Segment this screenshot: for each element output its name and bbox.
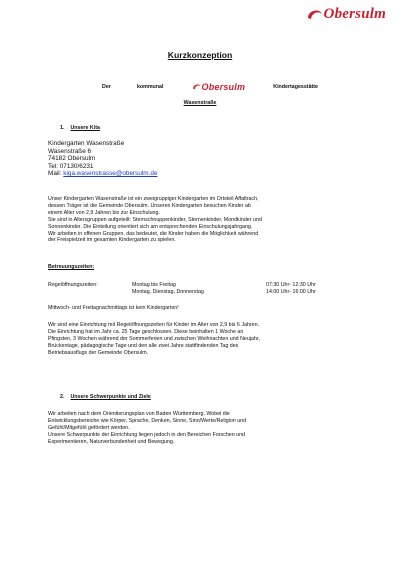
opening-hours bbox=[48, 282, 358, 296]
obersulm-logo bbox=[306, 6, 386, 23]
page-title: Kurzkonzeption bbox=[167, 50, 233, 60]
address-line: Kindergarten Wasenstraße bbox=[48, 140, 125, 147]
subtitle-row bbox=[102, 82, 318, 92]
subtitle-kita: Kindertagesstätte bbox=[273, 84, 318, 90]
hours-row: Montag, Dienstag, Donnerstag 14:00 Uhr- 16:00 Uhr bbox=[132, 288, 316, 295]
address-line: Wasenstraße 6 bbox=[48, 147, 92, 155]
section-2-heading: 2. Unsere Schwerpunkte und Ziele bbox=[60, 394, 151, 400]
mail-link[interactable]: kiga.wasenstrasse@obersulm.de bbox=[63, 170, 158, 178]
closing-days-text: Wir sind eine Einrichtung mit Regelöffnungszeiten für Kinder im Alter von 2,9 bis 6 Jahren. Die Einrichtung hat im Jahr ca. 25 Tage geschlossen. Diese beinhalten 1 Woche an Pfingsten, 3 Wochen während der Sommerferien und zwischen Weihnachten und Neujahr, Brückentage, pädagogische Tage und den alle zwei Jahre stattfindenden Tag des Betriebsausflugs der Gemeinde Obersulm. bbox=[48, 322, 260, 356]
section-1-heading: 1. Unsere Kita bbox=[60, 125, 100, 131]
address-line: 74182 Obersulm bbox=[48, 155, 96, 163]
inline-obersulm-logo bbox=[192, 82, 246, 92]
swoosh-icon bbox=[306, 8, 324, 22]
inline-logo-wordmark: Obersulm bbox=[201, 82, 246, 92]
swoosh-icon bbox=[192, 83, 202, 91]
logo-wordmark: Obersulm bbox=[323, 6, 386, 22]
hours-row: Regelöffnungszeiten: Montag bis Freitag 07:30 Uhr- 12:30 Uhr bbox=[48, 282, 316, 288]
mail-line: Mail: kiga.wasenstrasse@obersulm.de bbox=[48, 170, 158, 178]
street-subtitle: Wasenstraße bbox=[183, 100, 217, 106]
afternoon-note: Mittwoch- und Freitagnachmittags ist kein Kindergarten! bbox=[48, 305, 179, 311]
subtitle-kommunal: kommunal bbox=[136, 84, 164, 90]
kita-intro: Unser Kindergarten Wasenstraße ist ein zweigruppiger Kindergarten im Ortsteil Affaltrach, dessen Träger ist die Gemeinde Obersulm. Unseren Kindergarten besuchen Kinder ab einem Alter von 2,9 Jahren bis zur Einschulung. Sie sind in Altersgruppen aufgeteilt: Sternschnuppenkinder, Sternenkinder, Mondkinder und Sonnenkinder. Die Einteilung orientiert sich am entsprechenden Einschulungsjahrgang. Wir arbeiten in offenen Gruppen, das bedeutet, die Kinder haben die Möglichkeit während der Freispielzeit im gesamten Kindergarten zu spielen. bbox=[48, 196, 262, 244]
focus-text: Wir arbeiten nach dem Orientierungsplan von Baden Württemberg. Wobei die Entwicklungsbereiche wie Körper, Sprache, Denken, Sinne, Sinn/Werte/Religion und Gefühl/Mitgefühl gefördert werden. Unsere Schwerpunkte der Einrichtung liegen jedoch in den Bereichen Forschen und Experimentieren, Naturverbundenheit und Bewegung. bbox=[48, 411, 247, 445]
subtitle-der: Der bbox=[102, 84, 111, 90]
address-line: Tel: 07130/6231 bbox=[48, 162, 94, 170]
care-times-heading: Betreuungszeiten: bbox=[48, 264, 95, 270]
kita-address bbox=[48, 140, 358, 178]
